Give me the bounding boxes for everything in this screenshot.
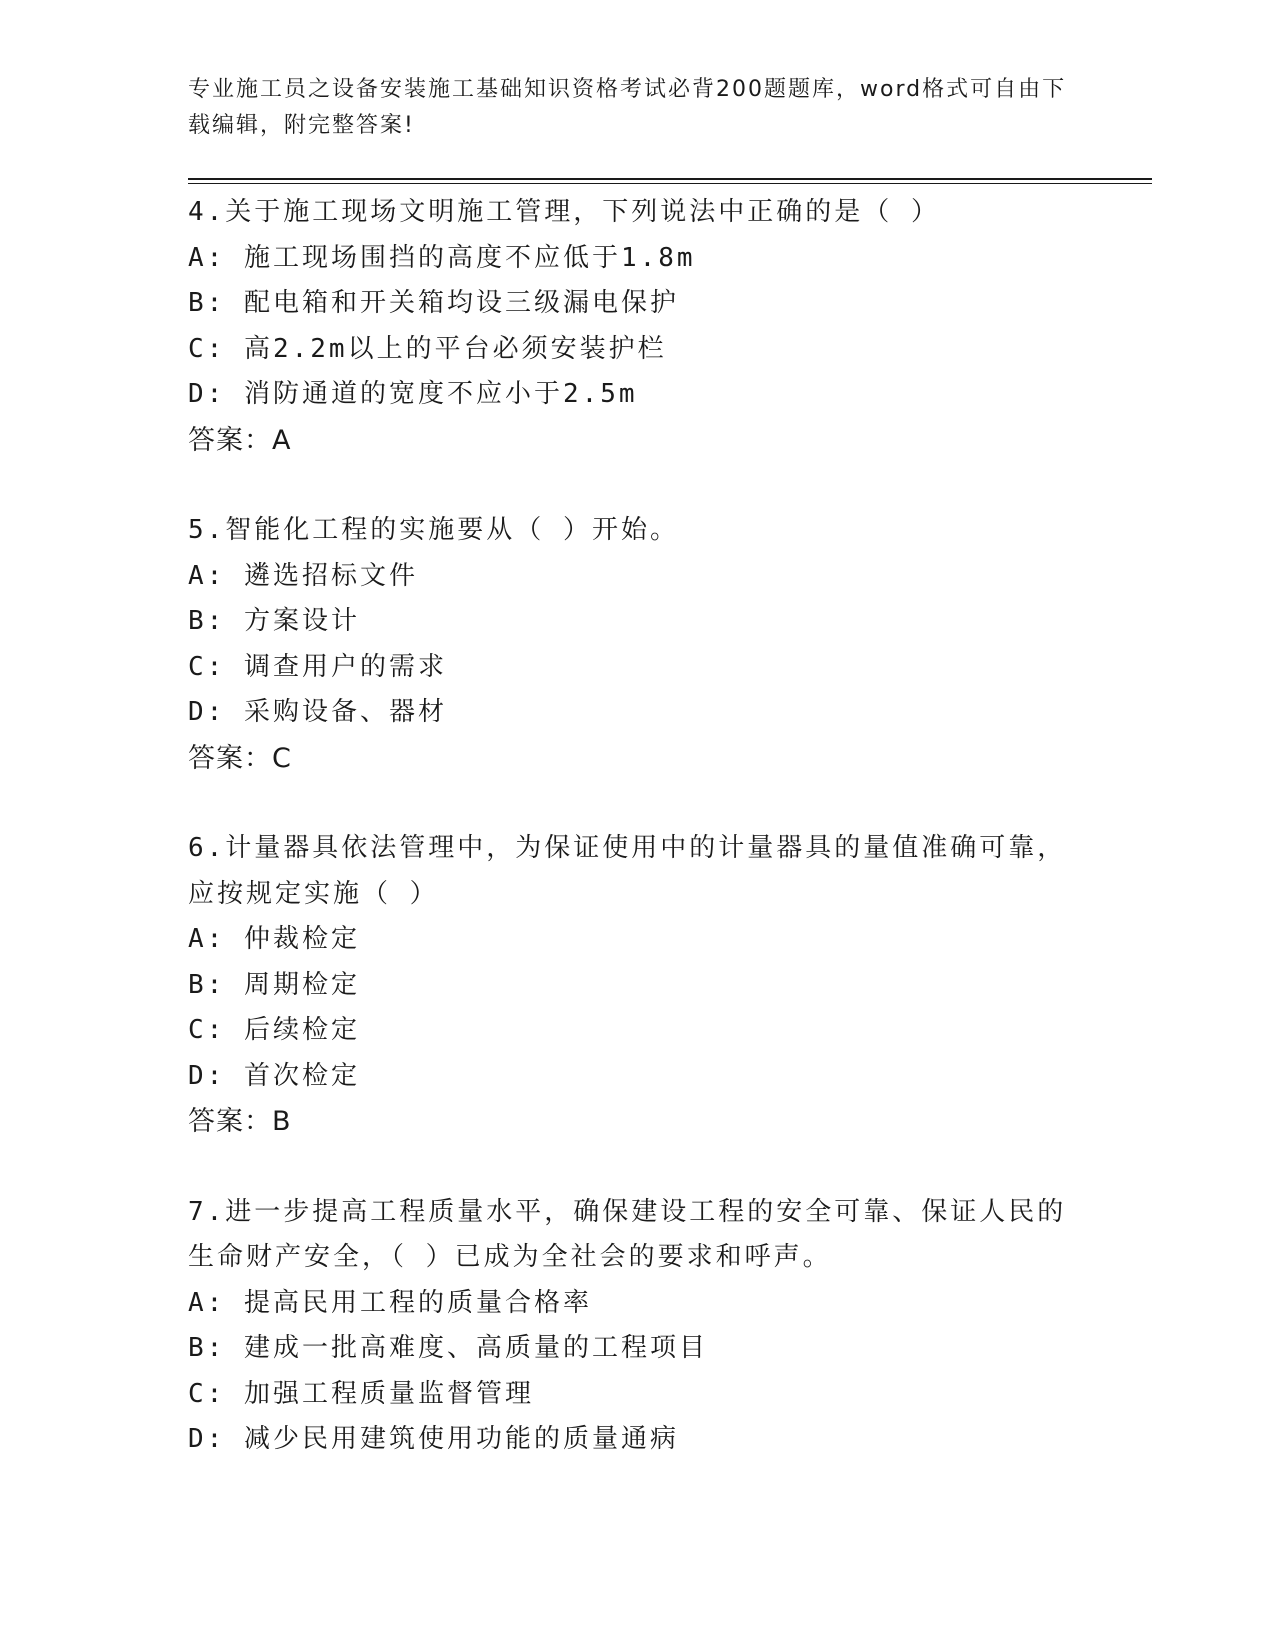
option-a: A: 施工现场围挡的高度不应低于1.8m — [188, 242, 696, 273]
question-4 — [188, 190, 1088, 463]
question-stem: 4.关于施工现场文明施工管理，下列说法中正确的是（ ） — [188, 197, 940, 227]
option-c: C: 调查用户的需求 — [188, 651, 447, 682]
question-7 — [188, 1190, 1088, 1463]
question-list — [188, 190, 1088, 1508]
option-b: B: 配电箱和开关箱均设三级漏电保护 — [188, 288, 679, 318]
question-stem: 6.计量器具依法管理中，为保证使用中的计量器具的量值准确可靠，应按规定实施（ ） — [188, 833, 1067, 909]
option-d: D: 采购设备、器材 — [188, 697, 447, 727]
question-6 — [188, 826, 1088, 1145]
answer-label: 答案：B — [188, 1106, 292, 1137]
option-c: C: 加强工程质量监督管理 — [188, 1378, 534, 1409]
option-d: D: 减少民用建筑使用功能的质量通病 — [188, 1424, 679, 1454]
header-divider-thick — [188, 178, 1152, 180]
option-a: A: 仲裁检定 — [188, 924, 360, 954]
header-divider-thin — [188, 183, 1152, 184]
option-d: D: 消防通道的宽度不应小于2.5m — [188, 379, 638, 409]
option-a: A: 遴选招标文件 — [188, 560, 418, 591]
option-a: A: 提高民用工程的质量合格率 — [188, 1287, 592, 1318]
answer-label: 答案：C — [188, 742, 292, 774]
option-b: B: 方案设计 — [188, 606, 360, 636]
option-b: B: 周期检定 — [188, 969, 360, 1000]
question-stem: 5.智能化工程的实施要从（ ）开始。 — [188, 515, 679, 545]
option-c: C: 后续检定 — [188, 1015, 360, 1045]
option-d: D: 首次检定 — [188, 1060, 360, 1091]
question-stem: 7.进一步提高工程质量水平，确保建设工程的安全可靠、保证人民的生命财产安全，（ ）已成为全社会的要求和呼声。 — [188, 1196, 1067, 1272]
option-b: B: 建成一批高难度、高质量的工程项目 — [188, 1333, 708, 1363]
question-5 — [188, 508, 1088, 781]
answer-label: 答案：A — [188, 424, 292, 456]
document-header: 专业施工员之设备安装施工基础知识资格考试必背200题题库，word格式可自由下载编辑，附完整答案! — [188, 77, 1067, 138]
option-c: C: 高2.2m以上的平台必须安装护栏 — [188, 333, 667, 364]
